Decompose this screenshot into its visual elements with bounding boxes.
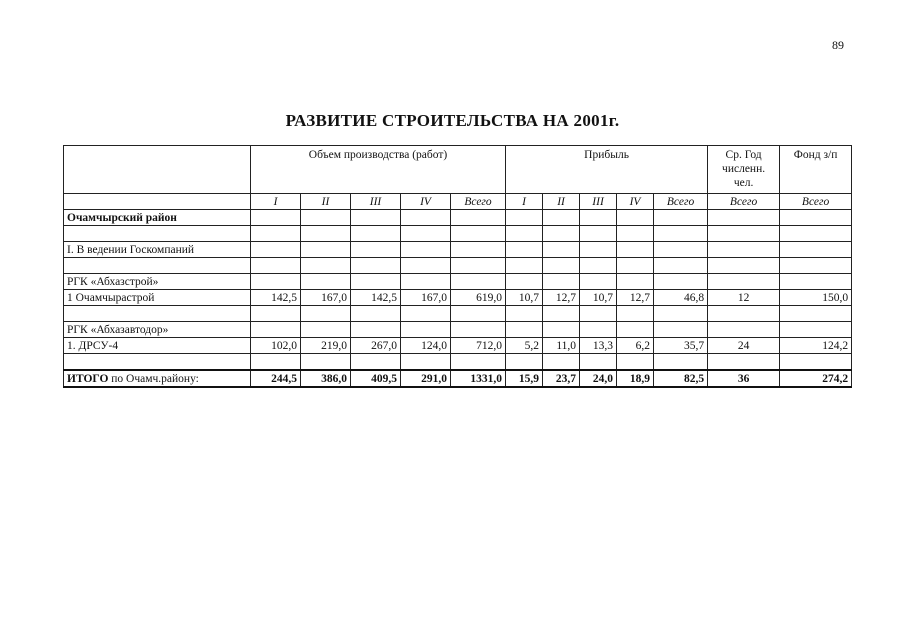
subheader-row (64, 194, 852, 210)
value-cell: 10,7 (506, 290, 543, 306)
value-cell: 167,0 (301, 290, 351, 306)
subheader-profit-total: Всего (654, 194, 708, 210)
row-label: РГК «Абхазстрой» (64, 274, 251, 290)
header-headcount: Ср. Год численн. чел. (708, 146, 780, 194)
value-cell: 24 (708, 338, 780, 354)
value-cell: 10,7 (580, 290, 617, 306)
total-label (64, 370, 251, 387)
value-cell: 619,0 (451, 290, 506, 306)
value-cell: 6,2 (617, 338, 654, 354)
document-title: РАЗВИТИЕ СТРОИТЕЛЬСТВА НА 2001г. (285, 111, 620, 130)
value-cell: 46,8 (654, 290, 708, 306)
subheader-fund-total: Всего (780, 194, 852, 210)
row-label: РГК «Абхазавтодор» (64, 322, 251, 338)
total-value-cell: 82,5 (654, 370, 708, 387)
value-cell: 142,5 (351, 290, 401, 306)
table-row-gos (64, 242, 852, 258)
subheader-volume-total: Всего (451, 194, 506, 210)
table-row-ochamchyrastroy (64, 290, 852, 306)
page-number: 89 (832, 38, 844, 52)
header-volume: Объем производства (работ) (251, 146, 506, 194)
total-value-cell: 244,5 (251, 370, 301, 387)
value-cell: 11,0 (543, 338, 580, 354)
value-cell: 267,0 (351, 338, 401, 354)
value-cell: 35,7 (654, 338, 708, 354)
table-row-rgk-abkhazavtodor (64, 322, 852, 338)
subheader-volume-q1: I (251, 194, 301, 210)
value-cell: 102,0 (251, 338, 301, 354)
row-label: 1. ДРСУ-4 (64, 338, 251, 354)
total-label-bold: ИТОГО (67, 372, 109, 385)
table-row-total (64, 370, 852, 387)
total-value-cell: 409,5 (351, 370, 401, 387)
header-name-cell (64, 146, 251, 194)
header-row (64, 146, 852, 194)
value-cell: 219,0 (301, 338, 351, 354)
construction-table (63, 145, 852, 388)
total-value-cell: 274,2 (780, 370, 852, 387)
value-cell: 124,2 (780, 338, 852, 354)
subheader-volume-q2: II (301, 194, 351, 210)
subheader-volume-q4: IV (401, 194, 451, 210)
value-cell: 13,3 (580, 338, 617, 354)
table-row-empty (64, 306, 852, 322)
row-label: Очамчырский район (64, 210, 251, 226)
total-label-rest: по Очамч.району: (108, 372, 199, 385)
value-cell: 712,0 (451, 338, 506, 354)
subheader-profit-q3: III (580, 194, 617, 210)
total-value-cell: 15,9 (506, 370, 543, 387)
header-fund: Фонд з/п (780, 146, 852, 194)
total-value-cell: 1331,0 (451, 370, 506, 387)
subheader-profit-q4: IV (617, 194, 654, 210)
value-cell: 5,2 (506, 338, 543, 354)
table-row-district (64, 210, 852, 226)
subheader-name-cell (64, 194, 251, 210)
total-value-cell: 24,0 (580, 370, 617, 387)
row-label: 1 Очамчырастрой (64, 290, 251, 306)
row-label: I. В ведении Госкомпаний (64, 242, 251, 258)
header-profit: Прибыль (506, 146, 708, 194)
subheader-profit-q1: I (506, 194, 543, 210)
value-cell: 12 (708, 290, 780, 306)
table-row-rgk-abkhazstroy (64, 274, 852, 290)
table-row-empty (64, 226, 852, 242)
total-value-cell: 18,9 (617, 370, 654, 387)
value-cell: 142,5 (251, 290, 301, 306)
value-cell: 167,0 (401, 290, 451, 306)
value-cell: 12,7 (543, 290, 580, 306)
value-cell: 150,0 (780, 290, 852, 306)
value-cell: 124,0 (401, 338, 451, 354)
subheader-profit-q2: II (543, 194, 580, 210)
total-value-cell: 23,7 (543, 370, 580, 387)
table-row-empty (64, 354, 852, 371)
subheader-headcount-total: Всего (708, 194, 780, 210)
total-value-cell: 36 (708, 370, 780, 387)
total-value-cell: 386,0 (301, 370, 351, 387)
table-row-empty (64, 258, 852, 274)
total-value-cell: 291,0 (401, 370, 451, 387)
value-cell: 12,7 (617, 290, 654, 306)
subheader-volume-q3: III (351, 194, 401, 210)
table-row-drsu4 (64, 338, 852, 354)
